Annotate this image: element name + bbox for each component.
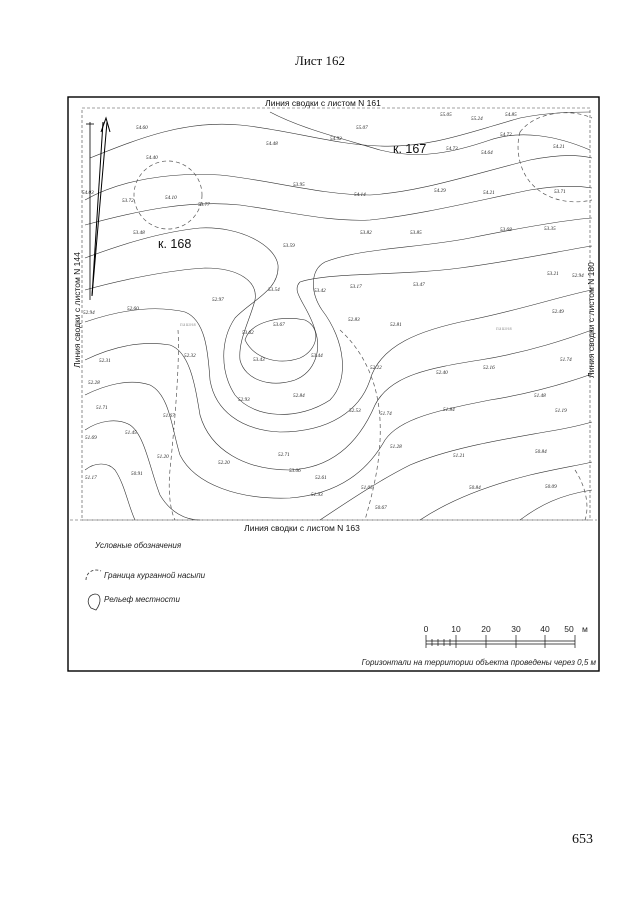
sheet-title: Лист 162 bbox=[295, 53, 345, 68]
elevation-mark: 53.72 bbox=[122, 198, 134, 204]
elevation-mark: 50.09 bbox=[545, 484, 557, 490]
elevation-mark: 51.93 bbox=[311, 492, 323, 498]
elevation-mark: 53.42 bbox=[314, 288, 326, 294]
elevation-mark: 53.43 bbox=[253, 357, 265, 363]
elevation-mark: 53.21 bbox=[547, 271, 559, 277]
page-number: 653 bbox=[572, 832, 593, 847]
scale-bar bbox=[424, 624, 588, 648]
mound-label: к. 168 bbox=[158, 237, 192, 251]
elevation-mark: 51.05 bbox=[361, 485, 373, 491]
elevation-mark: 55.05 bbox=[440, 112, 452, 118]
elevation-mark: 51.74 bbox=[380, 411, 392, 417]
elevation-mark: 53.48 bbox=[133, 230, 145, 236]
elevation-mark: 50.84 bbox=[535, 449, 547, 455]
elevation-mark: 52.32 bbox=[184, 353, 196, 359]
elevation-mark: 52.60 bbox=[127, 306, 139, 312]
elevation-mark: 53.62 bbox=[242, 330, 254, 336]
elevation-mark: 52.28 bbox=[88, 380, 100, 386]
elevation-mark: 50.91 bbox=[131, 471, 143, 477]
contour-line bbox=[85, 156, 592, 200]
elevation-mark: 51.20 bbox=[157, 454, 169, 460]
elevation-mark: 53.67 bbox=[273, 322, 285, 328]
elevation-mark: 52.81 bbox=[390, 322, 402, 328]
elevation-mark: 53.35 bbox=[544, 226, 556, 232]
elevation-mark: 52.84 bbox=[293, 393, 305, 399]
elevation-mark: 54.29 bbox=[434, 188, 446, 194]
elevation-mark: 53.47 bbox=[413, 282, 425, 288]
elevation-mark: 52.97 bbox=[212, 297, 224, 303]
elevation-mark: 54.92 bbox=[330, 136, 342, 142]
elevation-mark: 51.17 bbox=[85, 475, 97, 481]
elevation-mark: 51.45 bbox=[125, 430, 137, 436]
elevation-mark: 54.40 bbox=[146, 155, 158, 161]
elevation-mark: 52.53 bbox=[349, 408, 361, 414]
elevation-mark: 52.20 bbox=[218, 460, 230, 466]
elevation-mark: 50.67 bbox=[375, 505, 387, 511]
scale-tick-label: 30 bbox=[511, 624, 521, 634]
elevation-mark: 52.16 bbox=[483, 365, 495, 371]
elevation-mark: 53.82 bbox=[360, 230, 372, 236]
elevation-mark: 54.60 bbox=[136, 125, 148, 131]
elevation-mark: 52.71 bbox=[278, 452, 290, 458]
mound-boundary-ring bbox=[575, 470, 587, 520]
elevation-mark: 54.14 bbox=[354, 192, 366, 198]
elevation-mark: 51.69 bbox=[85, 435, 97, 441]
elevation-mark: 53.06 bbox=[289, 468, 301, 474]
elevation-mark: 52.40 bbox=[436, 370, 448, 376]
elevation-mark: 53.59 bbox=[283, 243, 295, 249]
mound-boundary-ring bbox=[340, 330, 380, 520]
edge-label-bottom: Линия сводки с листом N 163 bbox=[244, 523, 360, 533]
north-arrow-icon bbox=[86, 118, 110, 300]
elevation-mark: 52.93 bbox=[238, 397, 250, 403]
field-label: пашня bbox=[496, 327, 513, 332]
edge-label-right: Линия сводки с листом N 180 bbox=[586, 262, 596, 378]
elevation-mark: 55.24 bbox=[471, 116, 483, 122]
elevation-mark: 54.85 bbox=[505, 112, 517, 118]
elevation-mark: 53.17 bbox=[350, 284, 362, 290]
contour-line bbox=[520, 490, 592, 520]
elevation-mark: 51.19 bbox=[555, 408, 567, 414]
relief-legend-icon bbox=[88, 594, 100, 610]
mound-boundary-legend-icon bbox=[86, 570, 101, 580]
elevation-mark: 53.95 bbox=[293, 182, 305, 188]
elevation-mark: 53.85 bbox=[410, 230, 422, 236]
contour-line bbox=[420, 462, 592, 520]
edge-label-left: Линия сводки с листом N 144 bbox=[72, 252, 82, 368]
contour-interval-note: Горизонтали на территории объекта проведены через 0,5 м bbox=[361, 658, 596, 667]
scale-unit: м bbox=[582, 624, 588, 634]
scale-tick-label: 0 bbox=[423, 624, 429, 634]
elevation-mark: 52.61 bbox=[315, 475, 327, 481]
legend-title: Условные обозначения bbox=[95, 541, 182, 550]
elevation-mark: 52.49 bbox=[552, 309, 564, 315]
elevation-mark: 51.84 bbox=[443, 407, 455, 413]
field-label: пашня bbox=[180, 323, 197, 328]
elevation-mark: 53.77 bbox=[198, 202, 210, 208]
elevation-mark: 52.83 bbox=[348, 317, 360, 323]
contour-line bbox=[320, 422, 592, 520]
scale-tick-label: 50 bbox=[564, 624, 574, 634]
elevation-mark: 51.48 bbox=[534, 393, 546, 399]
contour-line bbox=[85, 330, 592, 470]
elevation-mark: 54.72 bbox=[500, 132, 512, 138]
scale-tick-label: 40 bbox=[540, 624, 550, 634]
elevation-mark: 52.94 bbox=[572, 273, 584, 279]
contour-line bbox=[270, 112, 590, 155]
elevation-mark: 55.07 bbox=[356, 125, 368, 131]
elevation-mark: 54.03 bbox=[82, 190, 94, 196]
elevation-mark: 51.71 bbox=[96, 405, 108, 411]
elevation-mark: 53.44 bbox=[311, 353, 323, 359]
contour-line bbox=[85, 374, 592, 498]
legend-item: Рельеф местности bbox=[104, 595, 180, 604]
legend-item: Граница курганной насыпи bbox=[104, 571, 206, 580]
elevation-mark: 53.71 bbox=[554, 189, 566, 195]
elevation-mark: 52.31 bbox=[99, 358, 111, 364]
elevation-mark: 54.21 bbox=[483, 190, 495, 196]
elevation-mark: 54.48 bbox=[266, 141, 278, 147]
elevation-mark: 53.54 bbox=[268, 287, 280, 293]
elevation-mark: 54.73 bbox=[446, 146, 458, 152]
elevation-mark: 50.84 bbox=[469, 485, 481, 491]
contour-line bbox=[85, 464, 135, 520]
elevation-mark: 54.21 bbox=[553, 144, 565, 150]
elevation-mark: 53.68 bbox=[500, 227, 512, 233]
scale-tick-label: 20 bbox=[481, 624, 491, 634]
elevation-mark: 52.94 bbox=[83, 310, 95, 316]
contour-line bbox=[85, 246, 592, 383]
edge-label-top: Линия сводки с листом N 161 bbox=[265, 98, 381, 108]
elevation-mark: 52.22 bbox=[370, 365, 382, 371]
elevation-mark: 51.21 bbox=[453, 453, 465, 459]
elevation-mark: 51.74 bbox=[560, 357, 572, 363]
contour-line bbox=[85, 290, 592, 432]
mound-boundaries bbox=[134, 113, 592, 520]
mound-boundary-ring bbox=[169, 330, 178, 520]
mound-label: к. 167 bbox=[393, 142, 427, 156]
contour-line bbox=[85, 186, 592, 225]
elevation-mark: 51.67 bbox=[163, 413, 175, 419]
elevation-mark: 51.28 bbox=[390, 444, 402, 450]
elevation-mark: 54.64 bbox=[481, 150, 493, 156]
elevation-mark: 54.10 bbox=[165, 195, 177, 201]
scale-tick-label: 10 bbox=[451, 624, 461, 634]
